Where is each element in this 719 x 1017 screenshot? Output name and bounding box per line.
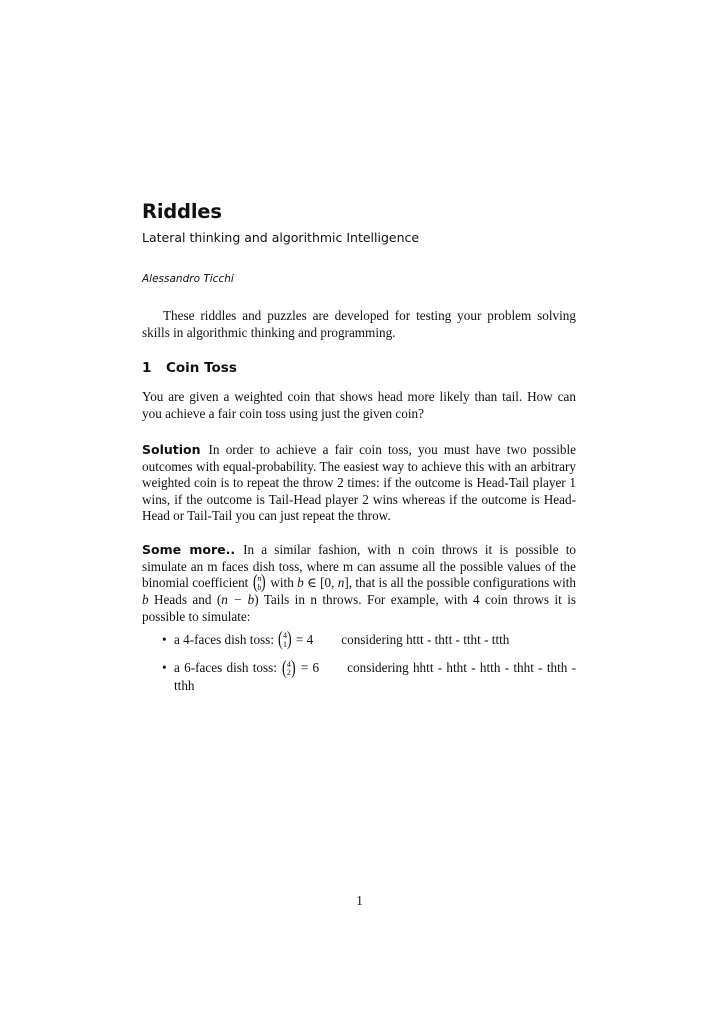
bullet-icon: • [162, 632, 167, 647]
author-name: Alessandro Ticchi [142, 273, 234, 285]
bullet-icon: • [162, 660, 167, 676]
binomial-coefficient: ( 4 2 ) [282, 656, 296, 679]
bullet-considering: considering hhtt - htht - htth - thht - thth - tthh [174, 660, 577, 693]
bullet-prefix: a 4-faces dish toss: [174, 632, 274, 647]
problem-paragraph: You are given a weighted coin that shows head more likely than tail. How can you achieve a fair coin toss using just the given coin? [142, 389, 576, 421]
some-more-text-3: , that is all the possible configurations with [348, 575, 576, 590]
some-more-text-4: Heads and ( [154, 592, 222, 608]
bullet-list [142, 628, 577, 705]
some-more-text-1: In a similar fashion, with n coin throws it is possible to simulate an m faces dish toss, where m can assume all the possible values of the binomial coefficient [142, 542, 576, 590]
bullet-prefix: a 6-faces dish toss: [174, 660, 277, 676]
solution-label: Solution [142, 442, 201, 457]
section-number: 1 [142, 360, 152, 376]
bullet-equals: = 6 [300, 660, 320, 676]
some-more-text-5: ) Tails in n throws. For example, with 4 coin throws it is possible to simulate: [142, 592, 577, 624]
section-heading [142, 360, 237, 376]
page-number: 1 [356, 893, 363, 908]
math-n: n [337, 575, 345, 590]
some-more-paragraph [142, 542, 576, 625]
binom-top: 4 [282, 631, 287, 641]
binom-bottom: b [257, 582, 262, 592]
math-b: b [297, 575, 304, 590]
list-item [142, 656, 577, 694]
document-subtitle: Lateral thinking and algorithmic Intelligence [142, 230, 420, 245]
bullet-considering: considering httt - thtt - ttht - ttth [341, 632, 510, 647]
document-title: Riddles [142, 200, 222, 223]
binomial-coefficient: ( 4 1 ) [278, 628, 292, 651]
math-close: ] [344, 575, 349, 590]
math-b-2: b [142, 592, 149, 608]
math-in: ∈ [0, [303, 575, 338, 590]
math-n-minus-b: n − b [221, 592, 255, 608]
solution-text: In order to achieve a fair coin toss, you must have two possible outcomes with equal-probability. The easiest way to achieve this with an arbitrary weighted coin is to repeat the throw 2 times: if the outcome is Head-Tail player 1 wins, if the outcome is Tail-Head player 2 wins whereas if the outcome is Head-Head or Tail-Tail you can just repeat the throw. [142, 442, 576, 523]
list-item [142, 628, 576, 651]
binomial-coefficient: ( n b ) [252, 571, 267, 594]
solution-paragraph [142, 442, 576, 525]
some-more-text-2: with [270, 575, 294, 590]
binom-bottom: 1 [282, 639, 287, 649]
bullet-equals: = 4 [295, 632, 314, 647]
binom-bottom: 2 [286, 668, 291, 678]
binom-top: 4 [286, 659, 291, 669]
section-title: Coin Toss [166, 360, 237, 376]
abstract-paragraph: These riddles and puzzles are developed for testing your problem solving skills in algorithmic thinking and programming. [142, 308, 576, 340]
some-more-label: Some more.. [142, 542, 236, 557]
binom-top: n [257, 574, 262, 584]
